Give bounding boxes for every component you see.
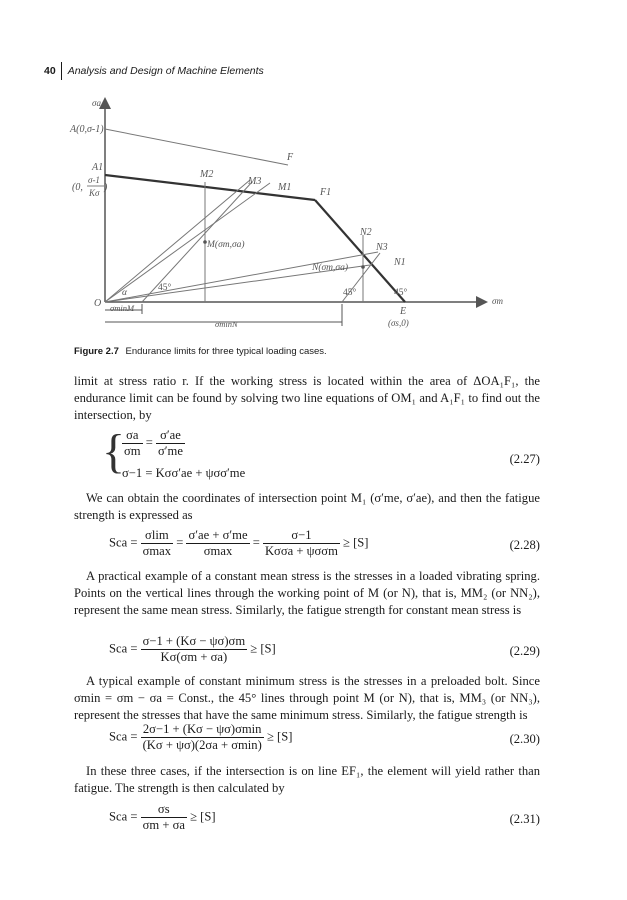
label-A1-coord-right: ) <box>104 182 108 193</box>
eq228-f2-num: σ′ae + σ′me <box>188 528 248 542</box>
eq227-rhs-num: σ′ae <box>156 428 185 444</box>
eq227-rhs-den: σ′me <box>158 444 183 458</box>
label-origin: O <box>94 298 102 309</box>
eq228-f1-den: σmax <box>142 544 172 558</box>
eq227-lhs-num: σa <box>122 428 143 444</box>
label-M1: M1 <box>278 182 292 193</box>
eq229-den: Kσ(σm + σa) <box>160 650 228 664</box>
label-A1-coord-left: (0, <box>72 182 83 193</box>
eq230-lhs: Sca = <box>109 729 138 744</box>
label-N3: N3 <box>376 242 388 253</box>
paragraph-constant-minimum: A typical example of constant minimum stress is the stresses in a preloaded bolt. Since σmin = σm − σa = Const., the 45° lines through point M (or N), that is, MM₃ (or NN₃), represent the stresses that have the same minimum stress. Similarly, the fatigue strength is <box>74 674 540 722</box>
endurance-limit-diagram <box>60 90 520 340</box>
label-angle-45-N: 45° <box>343 288 357 298</box>
figure-label: Figure 2.7 <box>74 346 119 357</box>
equation-2-30 <box>74 722 540 758</box>
equation-2-31 <box>74 802 540 838</box>
equation-2-28: Sca = $\frac{\sigma\lim}{\sigma\max}$ = $\frac{\sigma'ae + \sigma'me}{\sigma\max}$ = $\frac{\sigma-1}{\text{Kσσa + ψσσm}}$ ≥ [S] (2.28) <box>109 528 540 558</box>
label-E: E <box>400 306 407 317</box>
line-F1-E <box>315 200 405 302</box>
paragraph-yield: In these three cases, if the intersection is on line EF₁, the element will yield rather than fatigue. The strength is then calculated by <box>74 764 540 795</box>
label-A1-coord-den: Kσ <box>89 188 100 198</box>
eq230-den: (Kσ + ψσ)(2σa + σmin) <box>142 738 262 752</box>
eq230-rhs: ≥ [S] <box>266 729 293 744</box>
eq228-rhs: ≥ [S] <box>343 535 369 550</box>
label-sigma-m: σm <box>492 296 503 306</box>
label-E-coord: (σs,0) <box>388 318 409 328</box>
header-divider <box>61 62 62 80</box>
paragraph-intro: limit at stress ratio r. If the working stress is located within the area of ΔOA₁F₁, the endurance limit can be found by solving two line equations of OM₁ and A₁F₁ to find out the intersection, by <box>74 374 540 422</box>
equation-2-29 <box>74 634 540 670</box>
eq230-num: 2σ−1 + (Kσ − ψσ)σmin <box>141 722 264 738</box>
label-alpha: α <box>122 288 127 298</box>
eq228-f3-num: σ−1 <box>263 528 340 544</box>
paragraph-intersection: We can obtain the coordinates of intersection point M₁ (σ′me, σ′ae), and then the fatigue strength is expressed as <box>74 491 540 522</box>
label-F1: F1 <box>320 187 332 198</box>
eq228-f1-num: σlim <box>141 528 173 544</box>
ray-OM1 <box>105 183 270 302</box>
eq229-lhs: Sca = <box>109 641 138 656</box>
label-angle-45-E: 45° <box>394 288 408 298</box>
eq228-lhs: Sca = <box>109 535 138 550</box>
running-title: Analysis and Design of Machine Elements <box>67 65 264 77</box>
label-angle-45-M: 45° <box>158 283 172 293</box>
eq227-number: (2.27) <box>509 452 540 466</box>
eq231-number: (2.31) <box>509 812 540 826</box>
figure-caption <box>74 346 327 357</box>
eq231-den: σm + σa <box>142 818 185 832</box>
eq228-number: (2.28) <box>509 538 540 552</box>
eq229-rhs: ≥ [S] <box>250 641 276 656</box>
label-M2: M2 <box>200 169 214 180</box>
page-header <box>44 62 264 80</box>
point-N <box>361 265 365 269</box>
label-A1-coord-num: σ-1 <box>88 175 100 185</box>
eq231-lhs: Sca = <box>109 809 138 824</box>
label-sigma-a: σa <box>92 98 101 108</box>
figure-caption-text: Endurance limits for three typical loading cases. <box>125 346 327 357</box>
eq230-number: (2.30) <box>509 732 540 746</box>
eq231-rhs: ≥ [S] <box>190 809 216 824</box>
label-sigma-minN: σminN <box>215 319 238 329</box>
eq229-number: (2.29) <box>509 644 540 658</box>
eq227-lhs-den: σm <box>124 444 141 458</box>
eq228-f3-den: Kσσa + ψσσm <box>264 544 338 558</box>
eq227-equals: = <box>145 435 153 450</box>
paragraph-constant-mean: A practical example of a constant mean stress is the stresses in a loaded vibrating spring. Points on the vertical lines through the working point of M (or N), that is, MM₂ (or NN₂), represent the same mean stress. Similarly, the fatigue strength for constant mean stress is <box>74 569 540 617</box>
label-point-A1: A1 <box>92 162 104 173</box>
page-number: 40 <box>44 65 56 77</box>
label-N-point: N(σm,σa) <box>312 263 349 273</box>
eq231-num: σs <box>141 802 187 818</box>
label-F: F <box>287 152 294 163</box>
label-N2: N2 <box>360 227 372 238</box>
label-sigma-minM: σminM <box>110 303 135 313</box>
equation-2-27: { $\frac{\sigma a}{\sigma m}$ = $\frac{\sigma'ae}{\sigma'me}$ σ−1 = Kσσ′ae + ψσσ′me (2.27) <box>102 425 540 480</box>
ray-ON3 <box>105 252 378 302</box>
label-M3: M3 <box>248 176 262 187</box>
label-M-point: M(σm,σa) <box>207 240 245 250</box>
eq227-line2: σ−1 = Kσσ′ae + ψσσ′me <box>122 466 246 480</box>
eq228-f2-den: σmax <box>203 544 233 558</box>
eq229-num: σ−1 + (Kσ − ψσ)σm <box>142 634 246 648</box>
label-point-A: A(0,σ-1) <box>70 124 104 135</box>
line-A-F <box>105 129 288 165</box>
label-N1: N1 <box>394 257 406 268</box>
